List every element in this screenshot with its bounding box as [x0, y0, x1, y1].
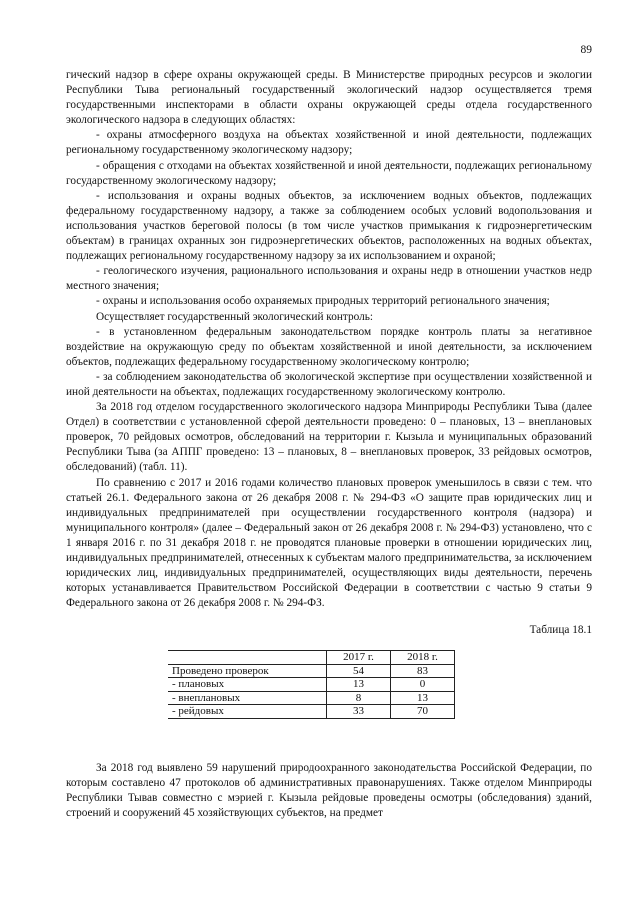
paragraph: гический надзор в сфере охраны окружающей среды. В Министерстве природных ресурсов и экологии Республики Тыва региональный государственный экологический надзор осуществляется тремя государственными инспекторами в области охраны окружающей среды отдела государственного экологического надзора в следующих областях:: [66, 69, 592, 127]
table-cell: - рейдовых: [168, 705, 327, 719]
table-cell: 70: [391, 705, 455, 719]
document-body: [66, 68, 592, 821]
table-cell: - плановых: [168, 678, 327, 692]
inspections-table: [168, 650, 455, 719]
table-cell: 0: [391, 678, 455, 692]
table-cell: 33: [327, 705, 391, 719]
table-header-cell: 2017 г.: [327, 651, 391, 665]
table-cell: - внеплановых: [168, 691, 327, 705]
paragraph: По сравнению с 2017 и 2016 годами количество плановых проверок уменьшилось в связи с тем. что статьей 26.1. Федерального закона от 26 декабря 2008 г. № 294-ФЗ «О защите прав юридических лиц и индивидуальных предпринимателей при осуществлении государственного контроля (надзора) и муниципального контроля» (далее – Федеральный закон от 26 декабря 2008 г. № 294-ФЗ) установлено, что с 1 января 2016 г. по 31 декабря 2018 г. не проводятся плановые проверки в отношении юридических лиц, индивидуальных предпринимателей, отнесенных к субъектам малого предпринимательства, за исключением юридических лиц, индивидуальных предпринимателей, осуществляющих виды деятельности, перечень которых устанавливается Правительством Российской Федерации в соответствии с частью 9 статьи 9 Федерального закона от 26 декабря 2008 г. № 294-ФЗ.: [66, 476, 592, 610]
page-number: 89: [580, 44, 592, 56]
table-row: [168, 664, 455, 678]
paragraph: - обращения с отходами на объектах хозяйственной и иной деятельности, подлежащих региональному государственному экологическому надзору;: [66, 159, 592, 187]
paragraph: За 2018 год выявлено 59 нарушений природоохранного законодательства Российской Федерации, по которым составлено 47 протоколов об административных правонарушениях. Также отделом Минприроды Республики Тывав совместно с мэрией г. Кызыла рейдовые проведены осмотры (обследования) зданий, строений и сооружений 45 хозяйствующих субъектов, на предмет: [66, 761, 592, 820]
paragraph: - охраны атмосферного воздуха на объектах хозяйственной и иной деятельности, подлежащих региональному государственному экологическому надзору;: [66, 129, 592, 157]
table-header-row: [168, 651, 455, 665]
table-row: [168, 705, 455, 719]
table-row: [168, 691, 455, 705]
table-caption: Таблица 18.1: [529, 624, 592, 637]
table-cell: 54: [327, 664, 391, 678]
paragraph: - использования и охраны водных объектов, за исключением водных объектов, подлежащих федеральному государственному надзору, а также за соблюдением особых условий водопользования и использования участков береговой полосы (в том числе участков примыкания к гидроэнергетическим объектам) в границах охранных зон гидроэнергетических объектов, расположенных на водных объектах, подлежащих региональному государственному надзору за их использованием и охраной;: [66, 189, 592, 263]
paragraph: Осуществляет государственный экологический контроль:: [96, 310, 374, 323]
paragraph: - в установленном федеральным законодательством порядке контроль платы за негативное воздействие на окружающую среду по объектам хозяйственной и иной деятельности, за исключением объектов, подлежащих федеральному государственному экологическому контролю;: [66, 325, 592, 368]
table-header-cell: 2018 г.: [391, 651, 455, 665]
table-cell: 8: [327, 691, 391, 705]
paragraph: За 2018 год отделом государственного экологического надзора Минприроды Республики Тыва (далее Отдел) в соответствии с установленной сферой деятельности проведено: 0 – плановых, 13 – внеплановых проверок, 70 рейдовых осмотров, обследований на территории г. Кызыла и муниципальных образований Республики Тыва (за АППГ проведено: 13 – плановых, 8 – внеплановых проверок, 33 рейдовых осмотров, обследований) (табл. 11).: [66, 401, 592, 474]
table-header-cell: [168, 651, 327, 665]
table-cell: 83: [391, 664, 455, 678]
paragraph: - за соблюдением законодательства об экологической экспертизе при осуществлении хозяйственной и иной деятельности на объектах, подлежащих государственному экологическому контролю.: [66, 370, 592, 398]
table-row: [168, 678, 455, 692]
table-cell: 13: [327, 678, 391, 692]
table-cell: Проведено проверок: [168, 664, 327, 678]
paragraph: - геологического изучения, рационального использования и охраны недр в отношении участков недр местного значения;: [66, 265, 592, 293]
table-cell: 13: [391, 691, 455, 705]
paragraph: - охраны и использования особо охраняемых природных территорий регионального значения;: [96, 295, 550, 308]
